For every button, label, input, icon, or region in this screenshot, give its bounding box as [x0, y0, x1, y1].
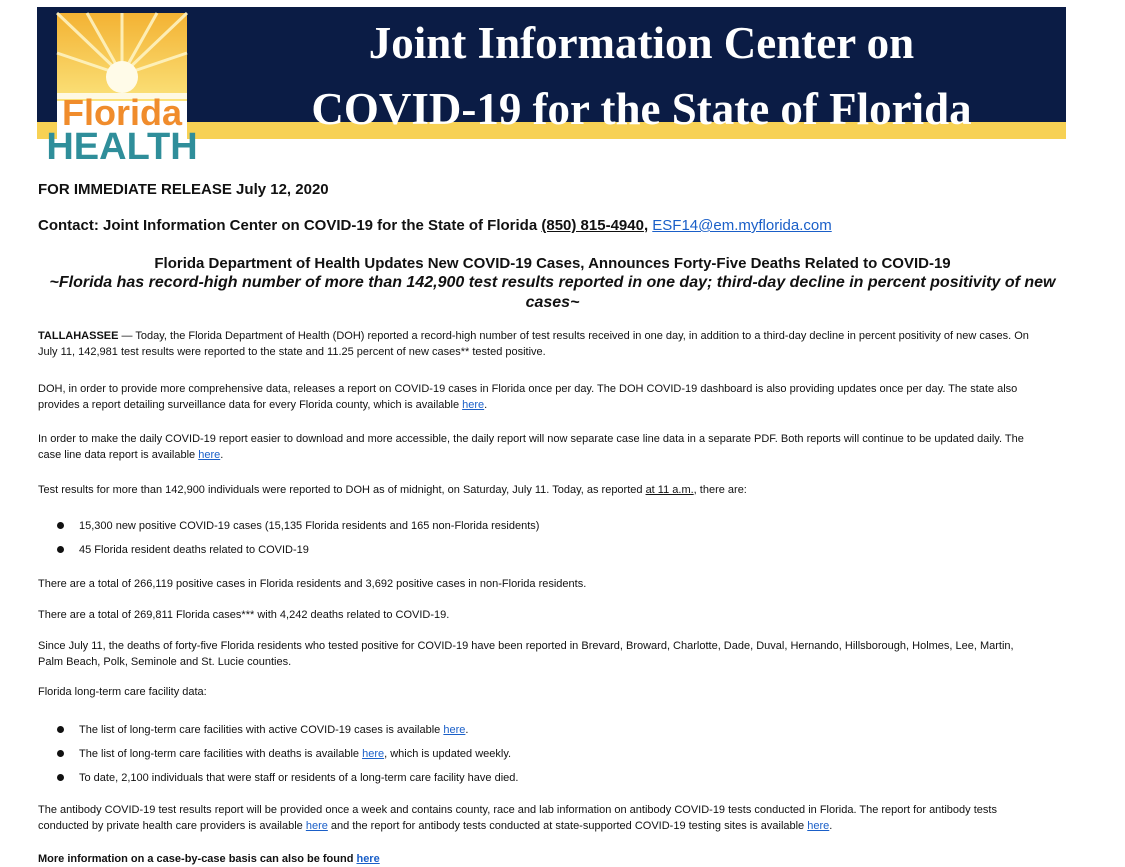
case-by-case-link[interactable]: here [356, 853, 380, 865]
list-item-text-end: , which is updated weekly. [384, 748, 512, 760]
contact-label: Contact: Joint Information Center on COVID-19 for the State of Florida [38, 217, 542, 234]
list-item-text: The list of long-term care facilities with deaths is available [79, 748, 363, 760]
contact-separator: , [643, 217, 653, 234]
headline: Florida Department of Health Updates New COVID-19 Cases, Announces Forty-Five Deaths Related to COVID-19 [154, 255, 951, 272]
punctuation: . [484, 399, 488, 411]
paragraph-deaths-counties: Since July 11, the deaths of forty-five Florida residents who tested positive for COVID-19 have been reported in Brevard, Broward, Charlotte, Dade, Duval, Hernando, Hillsborough, Holmes, Lee, Martin, Palm Beach, Polk, Seminole and St. Lucie counties. [38, 640, 1014, 668]
list-item [57, 722, 1037, 746]
paragraph-tallahassee [38, 328, 1038, 360]
paragraph-total-positive: There are a total of 266,119 positive cases in Florida residents and 3,692 positive cases in non-Florida residents. [38, 578, 587, 590]
contact-email-link[interactable]: ESF14@em.myflorida.com [652, 217, 832, 234]
paragraph-case-line [38, 431, 1038, 463]
paragraph-total-cases: There are a total of 269,811 Florida cases*** with 4,242 deaths related to COVID-19. [38, 609, 450, 621]
paragraph-text-end: , there are: [693, 484, 747, 496]
report-time: at 11 a.m. [645, 484, 694, 496]
florida-health-logo [46, 13, 198, 168]
punctuation: . [220, 449, 224, 461]
paragraph-text: The antibody COVID-19 test results report will be provided once a week and contains county, race and lab information on antibody COVID-19 tests conducted in Florida. The report for antibody tests conducted by private health care providers is available [38, 804, 997, 832]
list-item [57, 746, 1037, 770]
banner-title-line1: Joint Information Center on [368, 18, 915, 68]
list-item: 15,300 new positive COVID-19 cases (15,135 Florida residents and 165 non-Florida residents) [57, 518, 1037, 542]
banner-title-line2: COVID-19 for the State of Florida [311, 84, 972, 134]
paragraph-text: — Today, the Florida Department of Health (DOH) reported a record-high number of test results received in one day, in addition to a third-day decline in percent positivity of new cases. On July 11, 142,981 test results were reported to the state and 11.25 percent of new cases** tested positive. [38, 330, 1029, 358]
subheadline: ~Florida has record-high number of more than 142,900 test results reported in one day; third-day decline in percent positivity of new cases~ [49, 274, 1056, 311]
paragraph-text: Test results for more than 142,900 individuals were reported to DOH as of midnight, on Saturday, July 11. Today, as reported [38, 484, 646, 496]
logo-text-florida: Florida [61, 92, 183, 133]
paragraph-text: More information on a case-by-case basis can also be found [38, 853, 357, 865]
list-item: To date, 2,100 individuals that were staff or residents of a long-term care facility have died. [57, 770, 1037, 794]
antibody-state-link[interactable]: here [807, 820, 830, 832]
antibody-private-link[interactable]: here [305, 820, 328, 832]
logo-text-health: HEALTH [46, 126, 198, 168]
banner-title [217, 10, 1066, 142]
contact-line [38, 217, 832, 234]
paragraph-test-results [38, 482, 1038, 498]
case-line-report-link[interactable]: here [198, 449, 221, 461]
ltc-active-cases-link[interactable]: here [443, 724, 466, 736]
paragraph-text-mid: and the report for antibody tests conducted at state-supported COVID-19 testing sites is available [327, 820, 808, 832]
paragraph-daily-report [38, 381, 1038, 413]
county-report-link[interactable]: here [462, 399, 485, 411]
ltc-list [57, 722, 1037, 794]
release-date: FOR IMMEDIATE RELEASE July 12, 2020 [38, 181, 329, 198]
header-banner [37, 7, 1066, 168]
list-item: 45 Florida resident deaths related to COVID-19 [57, 542, 1037, 566]
dateline: TALLAHASSEE [38, 330, 119, 342]
paragraph-ltc-intro: Florida long-term care facility data: [38, 686, 207, 698]
paragraph-text: DOH, in order to provide more comprehensive data, releases a report on COVID-19 cases in Florida once per day. The DOH COVID-19 dashboard is also providing updates once per day. The state also provides a report detailing surveillance data for every Florida county, which is available [38, 383, 1018, 411]
ltc-deaths-link[interactable]: here [362, 748, 385, 760]
punctuation: . [829, 820, 833, 832]
list-item-text: The list of long-term care facilities with active COVID-19 cases is available [79, 724, 444, 736]
new-cases-list [57, 518, 1037, 566]
paragraph-antibody [38, 802, 1038, 834]
punctuation: . [465, 724, 469, 736]
paragraph-more-info [38, 851, 1038, 867]
contact-phone-link[interactable]: (850) 815-4940 [541, 217, 644, 234]
paragraph-text: In order to make the daily COVID-19 report easier to download and more accessible, the daily report will now separate case line data in a separate PDF. Both reports will continue to be updated daily. The case line data report is available [38, 433, 1024, 461]
